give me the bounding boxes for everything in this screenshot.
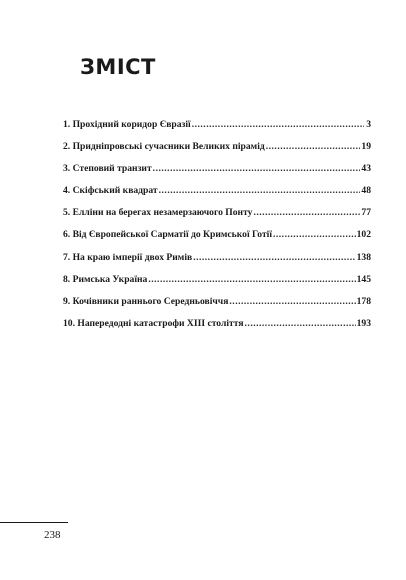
- toc-entry-page: 138: [356, 251, 371, 263]
- toc-entry-page: 3: [366, 119, 371, 130]
- toc-entry[interactable]: [63, 274, 371, 287]
- dot-leader: [253, 207, 360, 218]
- toc-entry-page: 48: [361, 185, 371, 197]
- dot-leader: [193, 252, 355, 263]
- footer-rule: [0, 522, 68, 523]
- page-number: 238: [44, 529, 61, 541]
- dot-leader: [266, 141, 361, 152]
- toc-entry-title: 10. Напередодні катастрофи ХІІІ століття: [63, 317, 244, 329]
- toc-entry-title: 9. Кочівники раннього Середньовіччя: [63, 295, 229, 307]
- toc-entry[interactable]: [63, 141, 371, 154]
- dot-leader: [273, 229, 356, 240]
- dot-leader: [153, 163, 361, 174]
- toc-entry[interactable]: [63, 163, 371, 176]
- toc-entry[interactable]: [63, 207, 371, 220]
- toc-entry-title: 6. Від Європейської Сарматії до Кримської Готії: [63, 229, 272, 241]
- toc-entry[interactable]: [63, 119, 371, 132]
- table-of-contents: [63, 119, 371, 340]
- toc-entry-page: 178: [356, 295, 371, 307]
- toc-entry[interactable]: [63, 252, 371, 265]
- toc-entry[interactable]: [63, 318, 371, 331]
- dot-leader: [159, 185, 361, 196]
- toc-entry-title: 5. Елліни на берегах незамерзаючого Понту: [63, 207, 253, 219]
- dot-leader: [229, 296, 355, 307]
- dot-leader: [245, 318, 356, 329]
- toc-entry-page: 19: [361, 141, 371, 153]
- toc-entry-page: 193: [356, 317, 371, 329]
- toc-entry-title: 7. На краю імперії двох Римів: [63, 251, 193, 263]
- toc-entry[interactable]: [63, 296, 371, 309]
- toc-entry-title: 8. Римська Україна: [63, 273, 148, 285]
- toc-entry-title: 3. Степовий транзит: [63, 163, 152, 175]
- dot-leader: [148, 274, 355, 285]
- toc-entry[interactable]: [63, 185, 371, 198]
- toc-entry-page: 43: [361, 163, 371, 175]
- toc-entry-title: 2. Придніпровські сучасники Великих пірамід: [63, 141, 265, 153]
- toc-entry-title: 4. Скіфський квадрат: [63, 185, 158, 197]
- page-title: ЗМІСТ: [80, 55, 156, 79]
- toc-entry-title: 1. Прохідний коридор Євразії: [63, 119, 191, 130]
- toc-entry[interactable]: [63, 229, 371, 242]
- toc-entry-page: 102: [356, 229, 371, 241]
- dot-leader: [192, 119, 364, 130]
- toc-entry-page: 77: [361, 207, 371, 219]
- toc-entry-page: 145: [356, 273, 371, 285]
